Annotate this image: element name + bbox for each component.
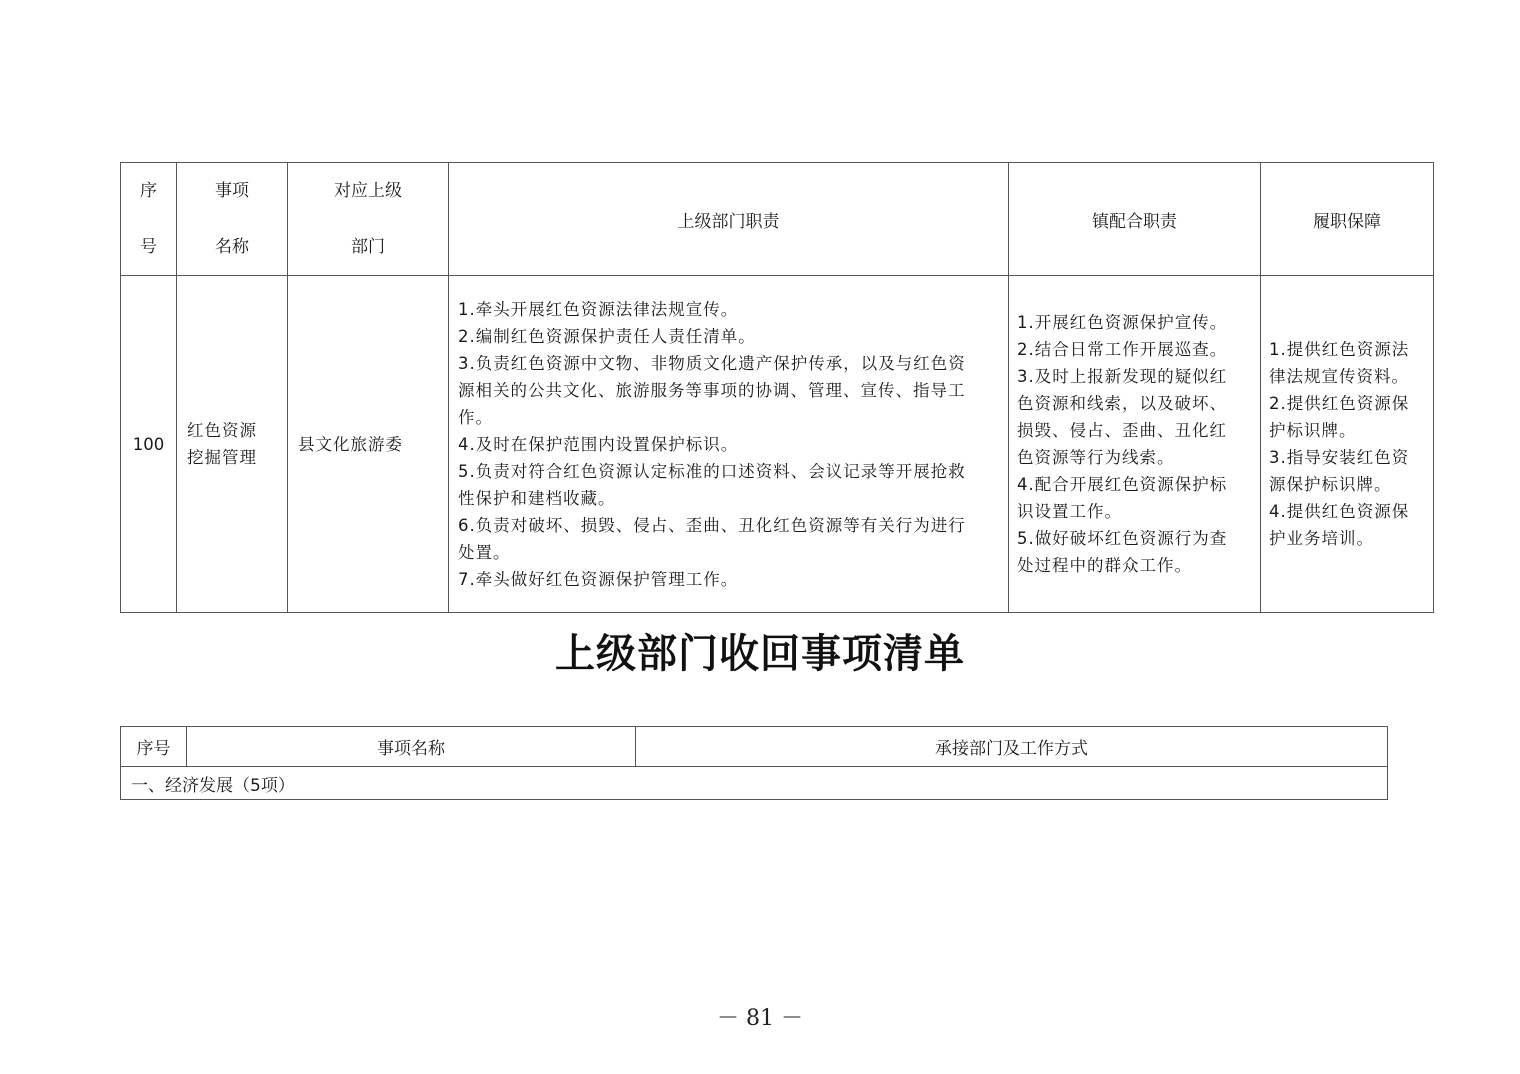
- town-duty-line: 2.结合日常工作开展巡查。: [1017, 340, 1228, 359]
- upper-duty-line: 1.牵头开展红色资源法律法规宣传。: [458, 299, 739, 319]
- town-duty-line: 4.配合开展红色资源保护标: [1017, 475, 1228, 494]
- header-name-line-2: 名称: [215, 237, 249, 257]
- header-name: [177, 163, 288, 276]
- upper-duty-line: 处置。: [458, 542, 511, 562]
- guarantee-line: 3.指导安装红色资: [1269, 448, 1410, 467]
- upper-duty-line: 2.编制红色资源保护责任人责任清单。: [458, 326, 756, 346]
- guarantee-line: 2.提供红色资源保: [1269, 394, 1410, 413]
- row-no: 100: [121, 276, 177, 613]
- duty-table: [120, 162, 1434, 613]
- upper-duty-line: 源相关的公共文化、旅游服务等事项的协调、管理、宣传、指导工: [458, 380, 966, 400]
- guarantee-line: 源保护标识牌。: [1269, 475, 1392, 494]
- header-dept-line-2: 部门: [351, 237, 385, 257]
- town-duty-line: 处过程中的群众工作。: [1017, 556, 1192, 575]
- guarantee-line: 护业务培训。: [1269, 529, 1374, 548]
- town-duty-line: 色资源等行为线索。: [1017, 448, 1175, 467]
- town-duty-line: 3.及时上报新发现的疑似红: [1017, 367, 1228, 386]
- header-name-line-1: 事项: [215, 181, 249, 201]
- header-no: [121, 163, 177, 276]
- town-duty-line: 损毁、侵占、歪曲、丑化红: [1017, 421, 1227, 440]
- recall-header-no: 序号: [121, 727, 187, 767]
- page-title: 上级部门收回事项清单: [555, 630, 965, 677]
- table-row: [121, 767, 1388, 800]
- row-name-line: 挖掘管理: [187, 448, 257, 467]
- row-name: [177, 276, 288, 613]
- header-town-duty: 镇配合职责: [1009, 163, 1261, 276]
- header-no-line-2: 号: [140, 237, 157, 257]
- row-name-line: 红色资源: [187, 421, 257, 440]
- guarantee-line: 律法规宣传资料。: [1269, 367, 1409, 386]
- town-duty-line: 1.开展红色资源保护宣传。: [1017, 313, 1228, 332]
- upper-duty-line: 作。: [458, 407, 493, 427]
- upper-duty-line: 5.负责对符合红色资源认定标准的口述资料、会议记录等开展抢救: [458, 461, 966, 481]
- table-row: [121, 276, 1434, 613]
- guarantee-line: 1.提供红色资源法: [1269, 340, 1410, 359]
- recall-header-name: 事项名称: [187, 727, 636, 767]
- header-no-line-1: 序: [140, 181, 157, 201]
- town-duty-line: 色资源和线索，以及破坏、: [1017, 394, 1227, 413]
- upper-duty-line: 4.及时在保护范围内设置保护标识。: [458, 434, 739, 454]
- header-dept-line-1: 对应上级: [334, 181, 402, 201]
- row-town-duty: [1009, 276, 1261, 613]
- row-guarantee: [1261, 276, 1434, 613]
- town-duty-line: 5.做好破坏红色资源行为查: [1017, 529, 1228, 548]
- row-upper-duty: [449, 276, 1009, 613]
- recall-table: [120, 726, 1388, 800]
- page-number: － 81 －: [717, 1006, 803, 1031]
- recall-table-header-row: [121, 727, 1388, 767]
- upper-duty-line: 3.负责红色资源中文物、非物质文化遗产保护传承，以及与红色资: [458, 353, 966, 373]
- row-dept: 县文化旅游委: [288, 276, 449, 613]
- town-duty-line: 识设置工作。: [1017, 502, 1122, 521]
- upper-duty-line: 6.负责对破坏、损毁、侵占、歪曲、丑化红色资源等有关行为进行: [458, 515, 966, 535]
- upper-duty-line: 7.牵头做好红色资源保护管理工作。: [458, 569, 739, 589]
- header-guarantee: 履职保障: [1261, 163, 1434, 276]
- upper-duty-line: 性保护和建档收藏。: [458, 488, 616, 508]
- header-dept: [288, 163, 449, 276]
- guarantee-line: 4.提供红色资源保: [1269, 502, 1410, 521]
- guarantee-line: 护标识牌。: [1269, 421, 1357, 440]
- recall-header-method: 承接部门及工作方式: [636, 727, 1388, 767]
- header-upper-duty: 上级部门职责: [449, 163, 1009, 276]
- duty-table-header-row: [121, 163, 1434, 276]
- section-heading: 一、经济发展（5项）: [121, 767, 1388, 800]
